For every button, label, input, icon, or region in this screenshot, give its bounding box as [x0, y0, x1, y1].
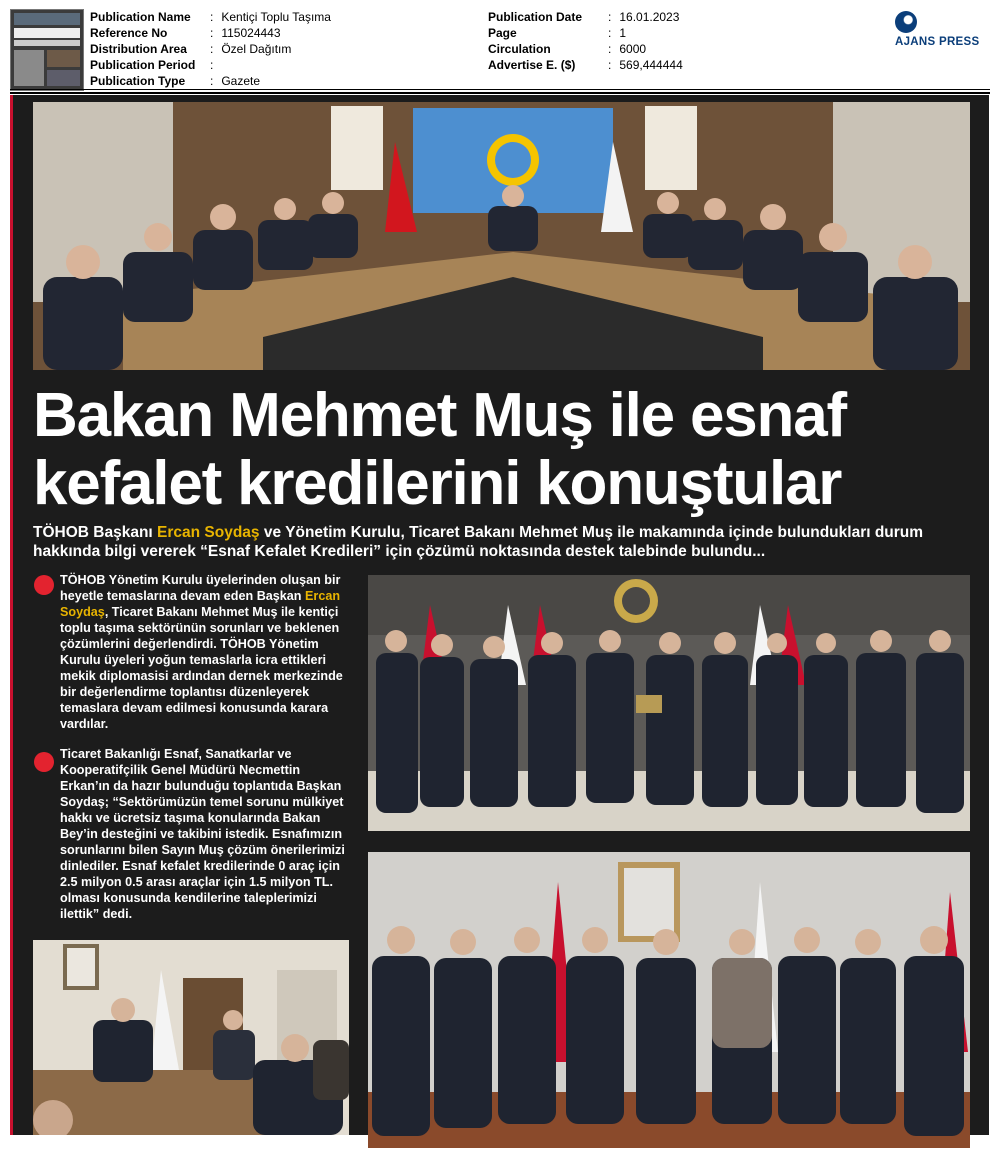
meta-label: Publication Type — [90, 74, 186, 88]
para1-highlight-name: Ercan Soydaş — [60, 589, 341, 619]
publication-meta-left — [90, 9, 331, 89]
meta-value: 6000 — [619, 42, 647, 56]
lead-prefix: TÖHOB Başkanı — [33, 524, 158, 541]
meta-row-publication-date — [488, 9, 683, 25]
lead-suffix: ve Yönetim Kurulu, Ticaret Bakanı Mehmet Muş ile makamında içinde bulundukları durum hakkında bilgi vererek “Esnaf Kefalet Kredileri” için çözümü noktasında destek talebinde bulundu... — [33, 524, 924, 560]
meta-row-publication-type — [90, 73, 331, 89]
meta-row-page — [488, 25, 683, 41]
meta-row-reference-no — [90, 25, 331, 41]
meta-label: Distribution Area — [90, 42, 187, 56]
meta-value: Özel Dağıtım — [221, 42, 292, 56]
page-accent-bar — [10, 95, 13, 1135]
meta-row-publication-name — [90, 9, 331, 25]
meta-separator: : — [210, 26, 214, 40]
meeting-photo-illustration — [33, 102, 970, 370]
meta-value: 569,444444 — [619, 58, 683, 72]
plaque-photo-illustration — [368, 575, 970, 831]
meta-value: 1 — [619, 26, 627, 40]
meta-separator: : — [210, 10, 214, 24]
header-divider — [10, 89, 990, 90]
article-paragraph-1 — [60, 572, 350, 732]
meta-separator: : — [608, 10, 612, 24]
meta-label: Circulation — [488, 42, 551, 56]
para1-text-a: TÖHOB Yönetim Kurulu üyelerinden oluşan bir heyetle temaslarına devam eden Başkan — [60, 573, 341, 603]
meta-separator: : — [608, 58, 612, 72]
meta-label: Reference No — [90, 26, 168, 40]
meta-value: Gazete — [221, 74, 261, 88]
photo-plaque-presentation — [368, 575, 970, 831]
meta-separator: : — [210, 42, 214, 56]
article-headline: Bakan Mehmet Muş ile esnaf kefalet kredilerini konuştular — [33, 381, 846, 518]
meta-separator: : — [210, 58, 214, 72]
meta-label: Publication Name — [90, 10, 191, 24]
meta-separator: : — [210, 74, 214, 88]
article-lead — [33, 523, 978, 561]
meta-label: Advertise E. ($) — [488, 58, 576, 72]
office-photo-illustration — [33, 940, 349, 1135]
ajans-press-logo-text: AJANS PRESS — [895, 36, 980, 48]
article-paragraph-2: Ticaret Bakanlığı Esnaf, Sanatkarlar ve Kooperatifçilik Genel Müdürü Necmettin Erkan’ın da hazır bulunduğu toplantıda Başkan Soydaş; “Sektörümüzün temel sorunu mülkiyet hakkı ve ücretsiz taşıma konularında Bakan Bey’in desteğini ve takibini istedik. Esnafımızın sorunlarını bilen Sayın Muş çözüm önerilerimizi dinlediler. Esnaf kefalet kredilerinde 0 araç için 2.5 milyon 0.5 arası araçlar için 1.5 milyon TL. olması konusunda kendilerine taleplerimizi ilettik” dedi. — [60, 747, 345, 921]
meta-label: Publication Period — [90, 58, 196, 72]
meta-value: Kentiçi Toplu Taşıma — [221, 10, 331, 24]
bullet-icon — [34, 575, 54, 595]
group-photo-illustration — [368, 852, 970, 1148]
bullet-icon — [34, 752, 54, 772]
photo-group-portrait — [368, 852, 970, 1148]
newspaper-thumbnail — [10, 9, 84, 91]
meta-value: 115024443 — [221, 26, 281, 40]
meta-row-publication-period — [90, 57, 331, 73]
lead-highlight-name: Ercan Soydaş — [157, 524, 260, 541]
ajans-press-logo-icon — [895, 11, 917, 33]
meta-label: Page — [488, 26, 517, 40]
photo-office-meeting — [33, 940, 349, 1135]
meta-separator: : — [608, 42, 612, 56]
publication-meta-right — [488, 9, 683, 73]
meta-row-distribution-area — [90, 41, 331, 57]
meta-row-advertise-equivalent — [488, 57, 683, 73]
photo-ministry-meeting — [33, 102, 970, 370]
para1-text-b: , Ticaret Bakanı Mehmet Muş ile kentiçi toplu taşıma sektörünün sorunları ve beklenen çözümlerini değerlendirdi. TÖHOB Yönetim Kurulu üyeleri yoğun temaslarla icra ettikleri mekik diplomasisi ardından dernek merkezinde bir değerlendirme toplantısı düzenleyerek temaslara devam edilmesi konusunda karara vardılar. — [60, 605, 343, 731]
ajans-press-logo — [892, 11, 992, 51]
header-divider-thick — [10, 92, 990, 94]
meta-separator: : — [608, 26, 612, 40]
meta-label: Publication Date — [488, 10, 583, 24]
meta-row-circulation — [488, 41, 683, 57]
meta-value: 16.01.2023 — [619, 10, 680, 24]
